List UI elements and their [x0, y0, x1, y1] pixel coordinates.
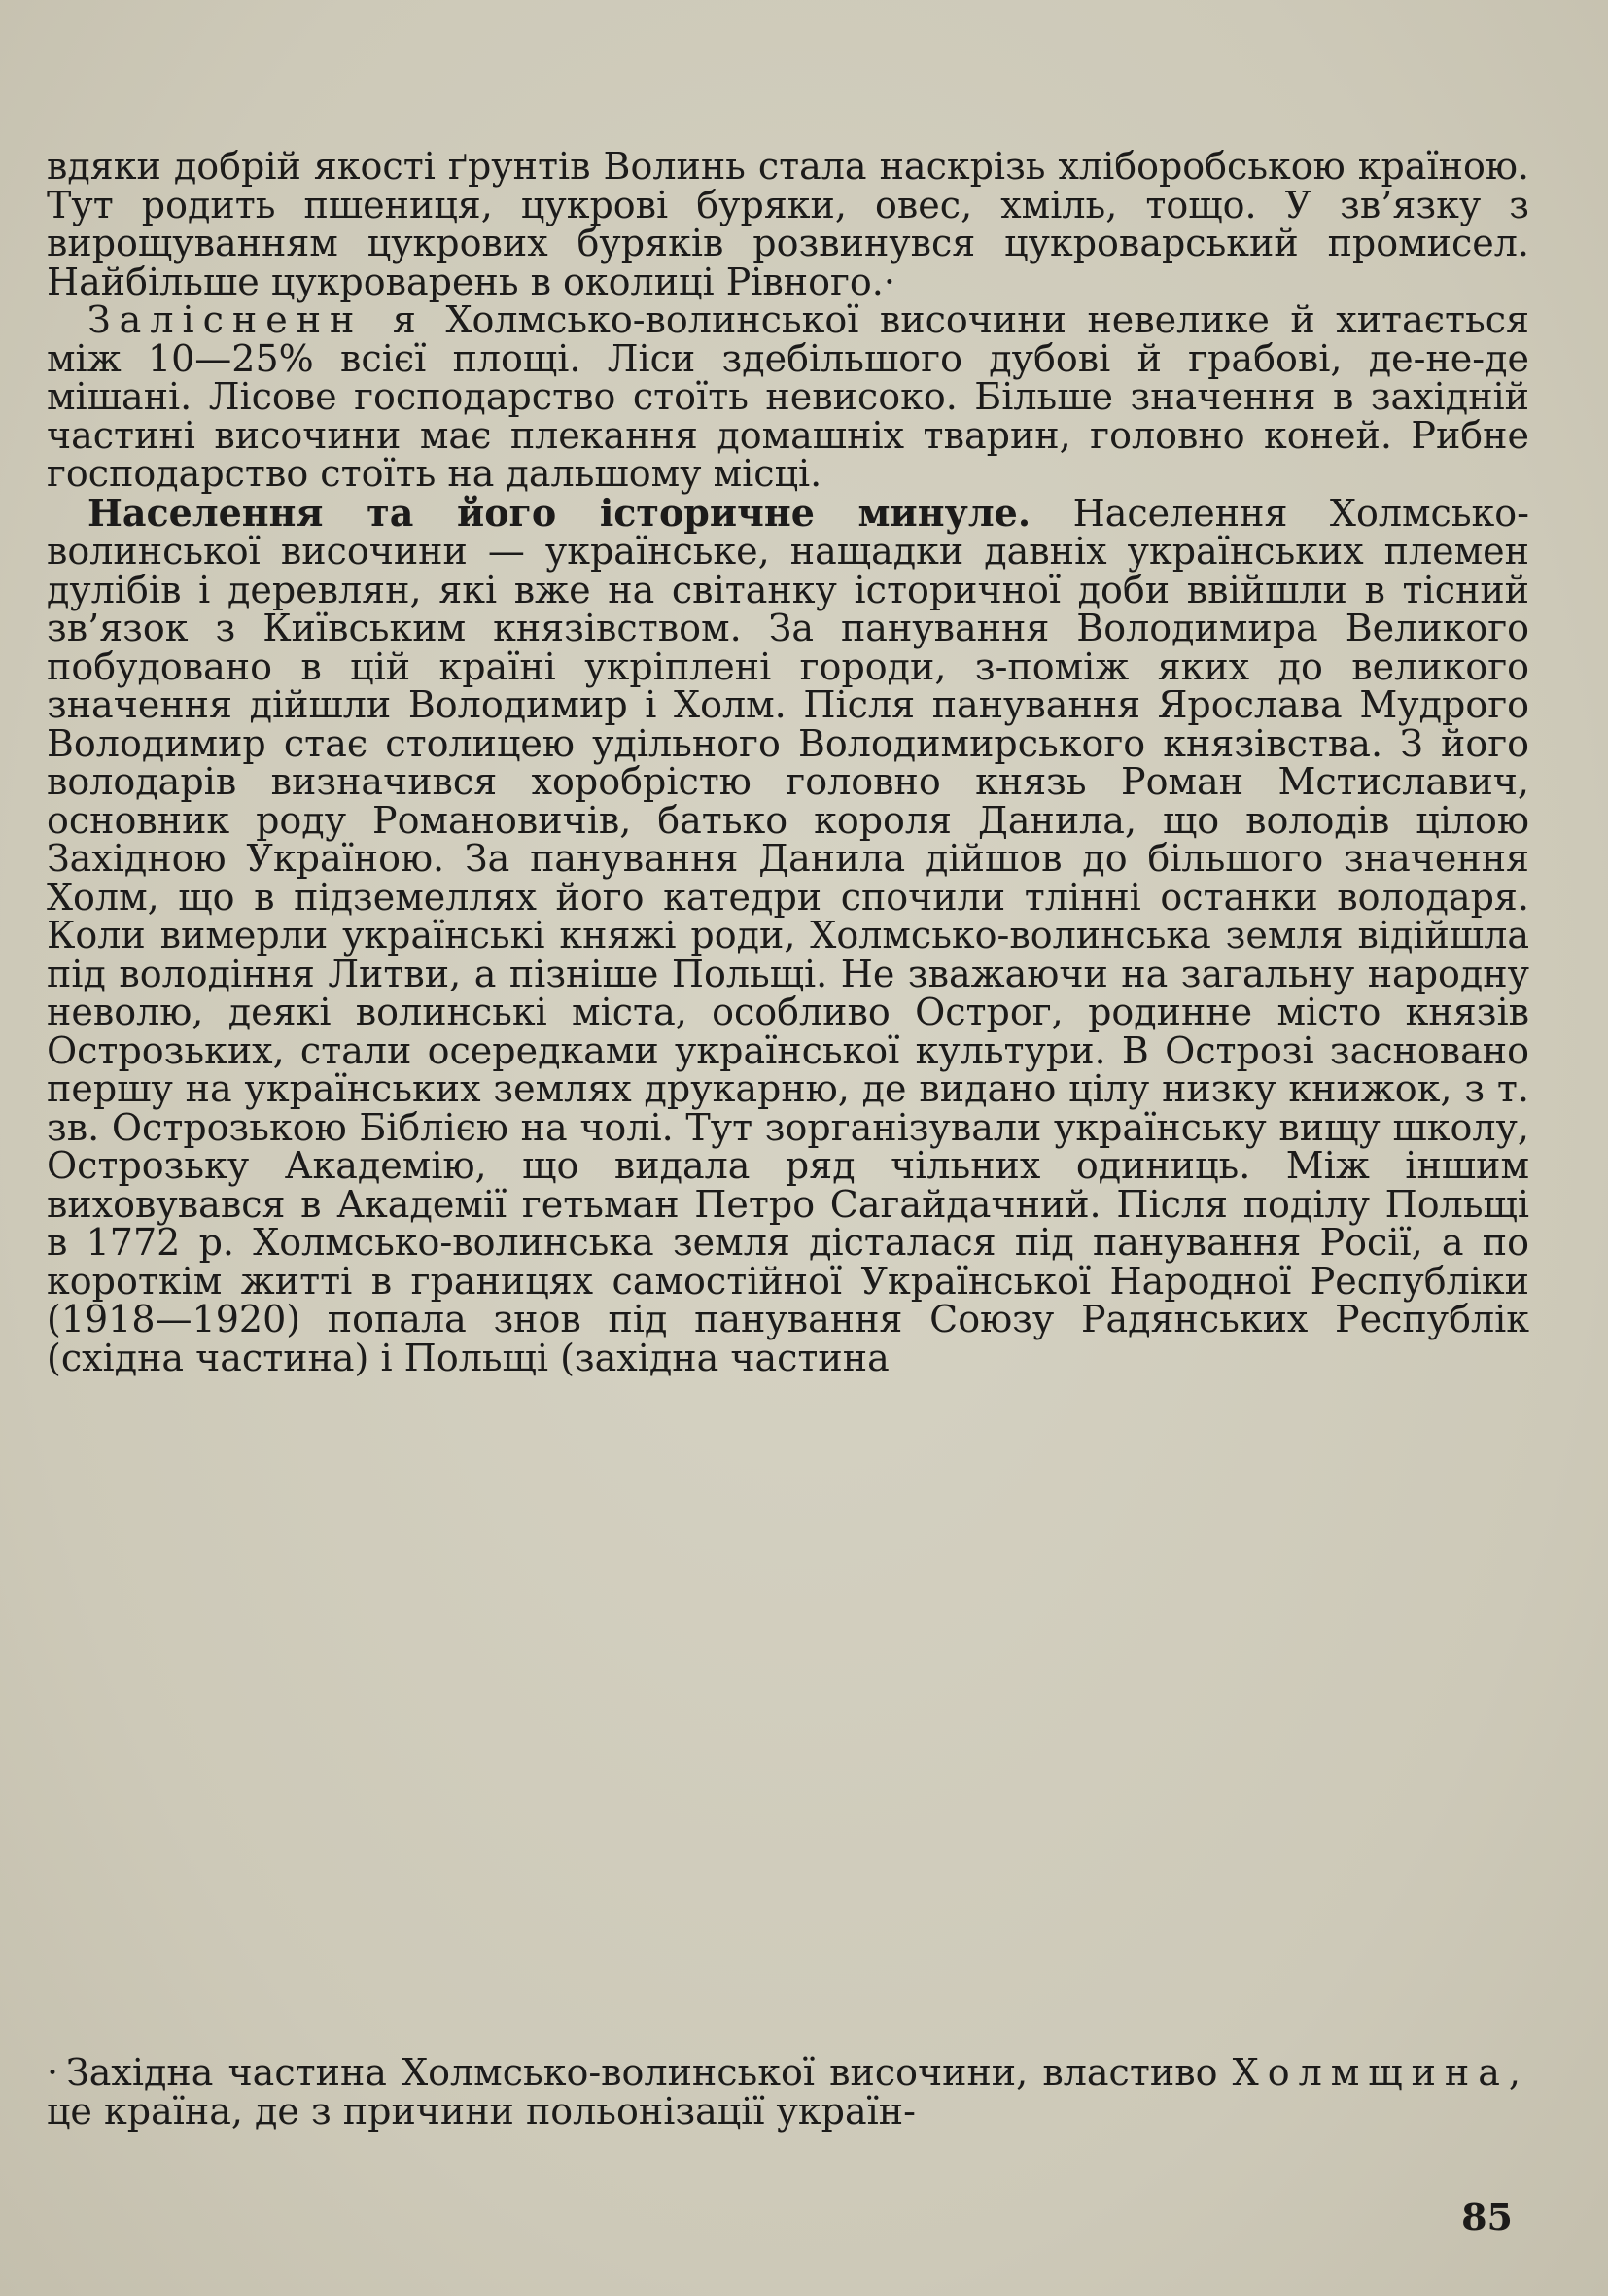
footnote-text-continued: це країна, де з причини польонізації україн-	[47, 2090, 916, 2133]
paragraph-text: Холмсько-волинської височини невелике й хитається між 10—25% всієї площі. Ліси здебільшого дубові й грабові, де-не-де мішані. Лісове господарство стоїть невисоко. Більше значення в західній частині височини має плекання домашніх тварин, головно коней. Рибне господарство стоїть на дальшому місці.	[47, 298, 1529, 495]
section-heading: Населення та його історичне минуле.	[87, 490, 1031, 535]
main-text	[47, 145, 1529, 1379]
footnote-text: Західна частина Холмсько-волинської височини, властиво	[66, 2051, 1218, 2094]
footnote-spaced-word: Холмщина,	[1232, 2051, 1529, 2094]
footnote-marker: ·	[47, 2051, 59, 2094]
paragraph-population-history	[47, 490, 1529, 1379]
paragraph-forestation	[47, 298, 1529, 495]
paragraph-text: вдяки добрій якості ґрунтів Волинь стала наскрізь хліборобською країною. Тут родить пшениця, цукрові буряки, овес, хміль, тощо. У зв’язку з вирощуванням цукрових буряків розвинувся цукроварський промисел. Найбільше цукроварень в околиці Рівного.·	[47, 145, 1529, 303]
paragraph-agriculture	[47, 145, 1529, 303]
paragraph-text: Населення Холмсько-волинської височини — українське, нащадки давніх українських племен дулібів і деревлян, які вже на світанку історичної доби ввійшли в тісний зв’язок з Київським князівством. За панування Володимира Великого побудовано в цій країні укріплені городи, з-поміж яких до великого значення дійшли Володимир і Холм. Після панування Ярослава Мудрого Володимир стає столицею удільного Володимирського князівства. З його володарів визначився хоробрістю головно князь Роман Мстиславич, основник роду Романовичів, батько короля Данила, що володів цілою Західною Україною. За панування Данила дійшов до більшого значення Холм, що в підземеллях його катедри спочили тлінні останки володаря. Коли вимерли українські княжі роди, Холмсько-волинська земля відійшла під володіння Литви, а пізніше Польщі. Не зважаючи на загальну народну неволю, деякі волинські міста, особливо Острог, родинне місто князів Острозьких, стали осередками української культури. В Острозі засновано першу на українських землях друкарню, де видано цілу низку книжок, з т. зв. Острозькою Біблією на чолі. Тут зорганізували українську вищу школу, Острозьку Академію, що видала ряд чільних одиниць. Між іншим виховувався в Академії гетьман Петро Сагайдачний. Після поділу Польщі в 1772 р. Холмсько-волинська земля дісталася під панування Росії, а по короткім житті в границях самостійної Української Народної Республіки (1918—1920) попала знов під панування Союзу Радянських Республік (східна частина) і Польщі (західна частина	[47, 491, 1529, 1379]
footnote	[47, 2053, 1529, 2131]
spaced-lead-word: Залісненн я	[87, 298, 425, 341]
page-number: 85	[1461, 2195, 1513, 2239]
